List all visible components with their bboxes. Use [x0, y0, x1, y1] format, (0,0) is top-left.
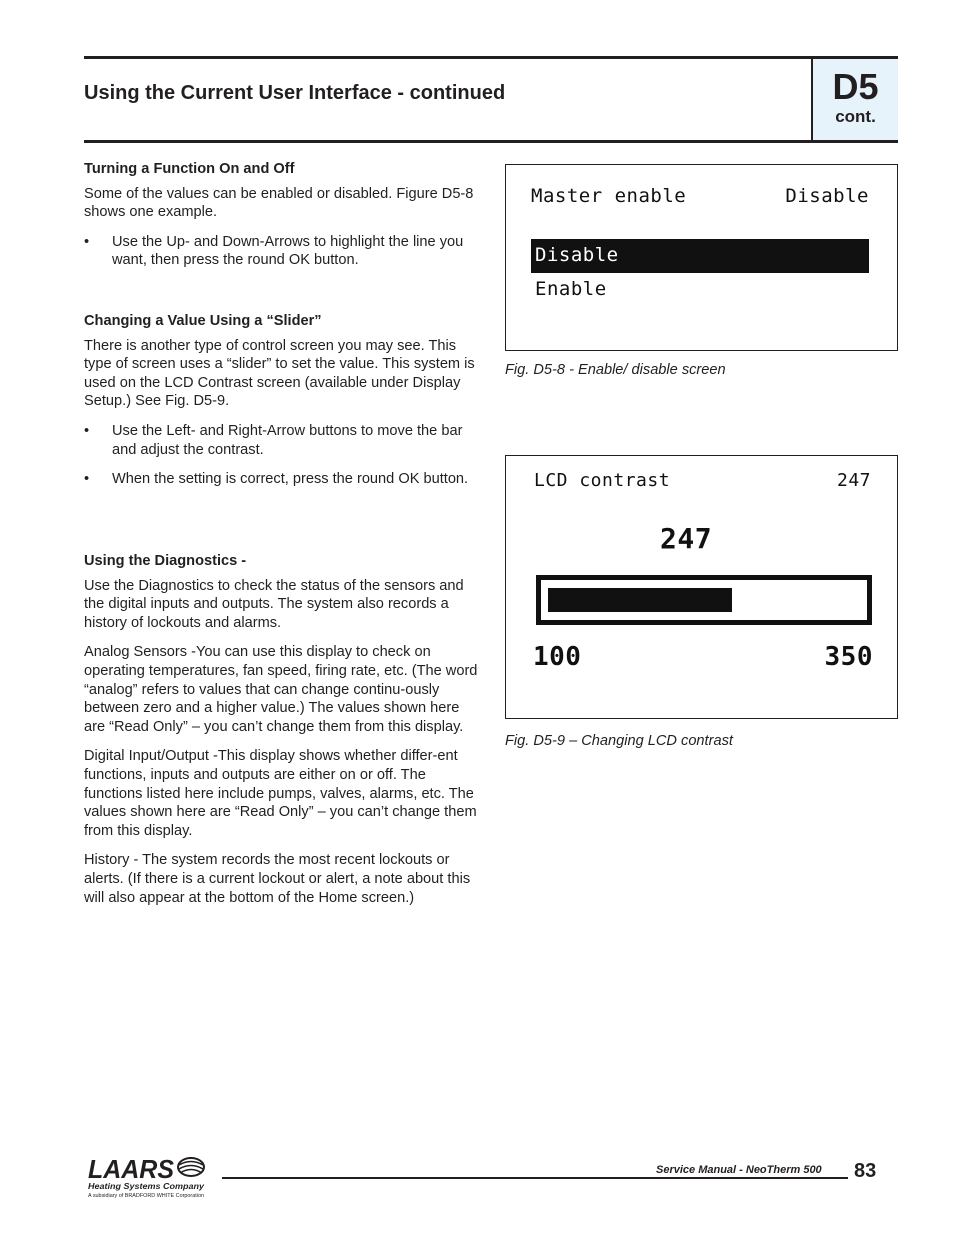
page-title: Using the Current User Interface - continued — [84, 82, 506, 104]
diagnostics-section — [84, 552, 478, 907]
contrast-slider-track[interactable] — [536, 575, 872, 625]
section-code: D5 — [832, 66, 879, 107]
footer-manual-title: Service Manual - NeoTherm 500 — [656, 1164, 822, 1176]
diagnostics-para-4: History - The system records the most recent lockouts or alerts. (If there is a current lockout or alert, a note about this will also appear at the bottom of the Home screen.) — [84, 852, 471, 906]
slider-heading: Changing a Value Using a “Slider” — [84, 313, 322, 329]
slider-bullet-2-text: When the setting is correct, press the round OK button. — [112, 471, 469, 488]
header-top-rule — [84, 56, 898, 59]
laars-logo-mark — [88, 1154, 208, 1198]
logo-subsidiary: A subsidiary of BRADFORD WHITE Corporation — [88, 1193, 205, 1198]
enable-option-enable[interactable]: Enable — [535, 278, 607, 300]
diagnostics-para-3: Digital Input/Output -This display shows whether differ-ent functions, inputs and outputs are either on or off. The functions listed here include pumps, valves, alarms, etc. The values shown here are “Read Only” – you can’t change them from this display. — [84, 748, 477, 839]
contrast-lcd-screen — [505, 455, 898, 719]
slider-section — [84, 312, 478, 489]
contrast-max-label: 350 — [824, 642, 873, 672]
turning-section — [84, 160, 478, 270]
header-bottom-rule — [84, 140, 898, 143]
enable-option-disable: Disable — [535, 244, 619, 266]
turning-bullet — [84, 233, 478, 270]
contrast-lcd-current-value: 247 — [836, 470, 871, 491]
enable-lcd-label: Master enable — [531, 185, 687, 207]
footer-rule — [222, 1177, 848, 1179]
bullet-dot: • — [84, 233, 90, 250]
figure-caption-contrast: Fig. D5-9 – Changing LCD contrast — [505, 733, 733, 749]
slider-bullet-1 — [84, 422, 478, 459]
turning-bullet-text: Use the Up- and Down-Arrows to highlight the line you want, then press the round OK button. — [112, 233, 464, 269]
turning-heading: Turning a Function On and Off — [84, 161, 295, 177]
logo-wordmark: LAARS — [88, 1154, 175, 1184]
slider-para: There is another type of control screen you may see. This type of screen uses a “slider” to set the value. This system is used on the LCD Contrast screen (available under Display Setup.) See Fig. D5-9. — [84, 337, 475, 410]
diagnostics-heading: Using the Diagnostics - — [84, 553, 247, 569]
slider-bullet-1-text: Use the Left- and Right-Arrow buttons to move the bar and adjust the contrast. — [112, 422, 463, 458]
enable-option-highlight[interactable] — [531, 239, 869, 273]
contrast-min-label: 100 — [533, 642, 582, 672]
logo-tagline: Heating Systems Company — [88, 1182, 205, 1191]
bullet-dot: • — [84, 422, 90, 439]
page-number: 83 — [854, 1160, 877, 1182]
section-tab — [811, 59, 898, 140]
enable-lcd-screen — [505, 164, 898, 351]
diagnostics-para-2: Analog Sensors -You can use this display to check on operating temperatures, fan speed, firing rate, etc. (The word “analog” refers to values that can change continu-ously between zero and a higher value.) The values shown here are “Read Only” – you can’t change them from this display. — [84, 644, 478, 735]
contrast-big-value: 247 — [660, 522, 713, 555]
contrast-slider-fill[interactable] — [548, 588, 732, 612]
turning-para: Some of the values can be enabled or disabled. Figure D5-8 shows one example. — [84, 185, 474, 221]
contrast-lcd-label: LCD contrast — [534, 470, 671, 491]
figure-caption-enable: Fig. D5-8 - Enable/ disable screen — [505, 362, 726, 378]
enable-lcd-current-value: Disable — [785, 185, 869, 207]
diagnostics-para-1: Use the Diagnostics to check the status of the sensors and the digital inputs and outputs. The system also records a history of lockouts and alarms. — [84, 577, 464, 631]
section-sub: cont. — [835, 107, 876, 126]
laars-logo — [88, 1154, 208, 1203]
slider-bullet-2 — [84, 470, 478, 489]
bullet-dot: • — [84, 471, 90, 488]
